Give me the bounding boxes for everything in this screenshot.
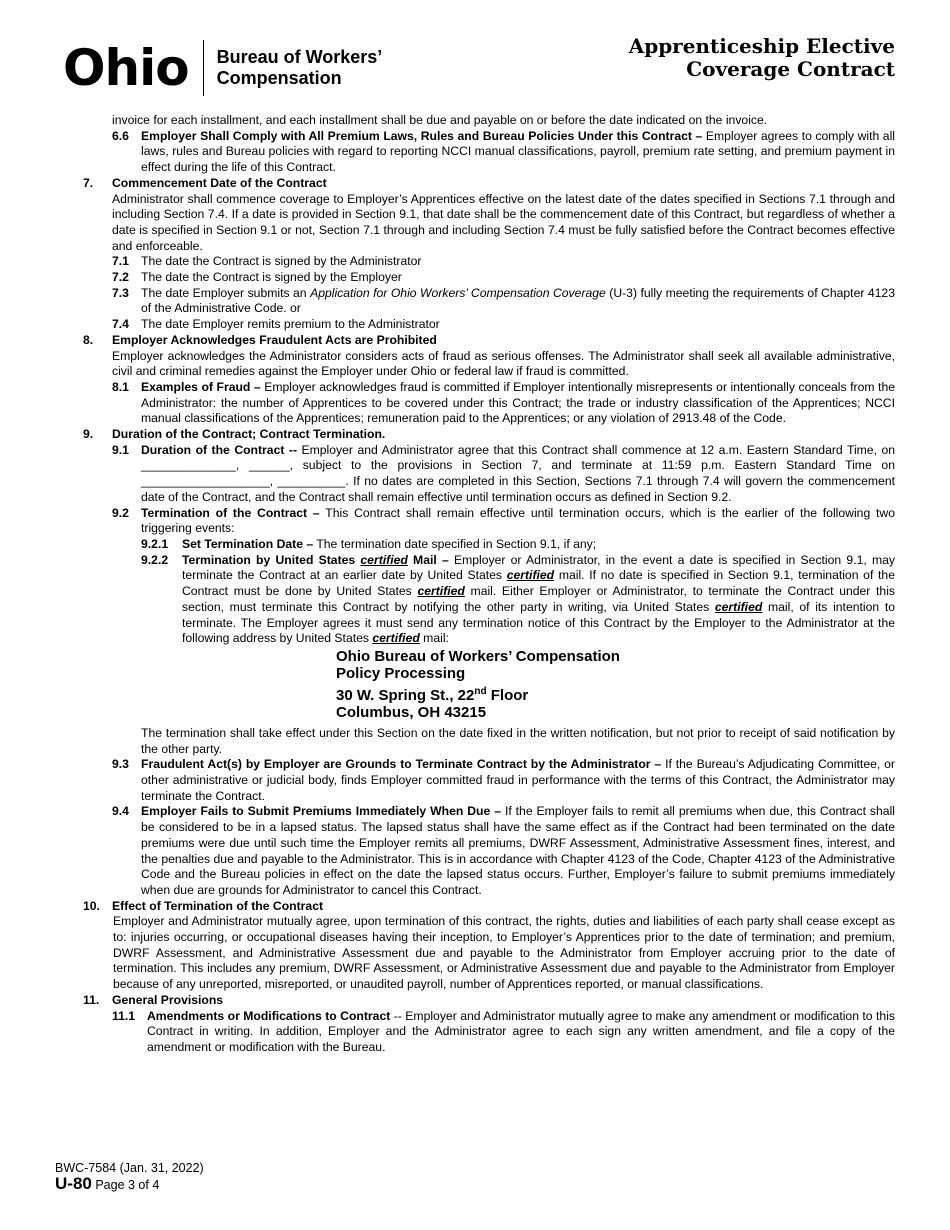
termination-effect-text: The termination shall take effect under this Section on the date fixed in the written notification, but not prior to receipt of said notification by the other party. (141, 725, 895, 756)
section-10-body: Employer and Administrator mutually agree, upon termination of this contract, the rights, duties and liabilities of each party shall cease except as to: injuries occurring, or occupational diseases having their inception, to Employer’s Apprentices prior to the date of termination; and premium, DWRF Assessment, and Administrative Assessment due and payable to the Administrator from Employer accruing prior to the date of termination. This includes any premium, DWRF Assessment, or Administrative Assessment due and payable to the Administrator from Employer because of any unreported, misreported, or unaudited payroll, number of Apprentices reported, or manual classifications. (113, 914, 895, 992)
section-11-1: 11.1 Amendments or Modifications to Contract -- Employer and Administrator mutually agree to make any amendment or modification to this Contract in writing. In addition, Employer and the Administrator agree to each sign any written amendment, and file a copy of the amendment or modification with the Bureau. (112, 1008, 895, 1054)
section-9-4: 9.4 Employer Fails to Submit Premiums Immediately When Due – If the Employer fails to remit all premiums when due, this Contract shall be considered to be in a lapsed status. The lapsed status shall have the same effect as if the Contract had been terminated on the date premiums were due until such time the Employer remits all premiums, DWRF Assessment, Administrative Assessment fines, interest, and the penalties due and payable to the Administrator. This is in accordance with Chapter 4123 of the Code, Chapter 4123 of the Administrative Code and the Bureau policies in effect on the date the lapsed status occurs. Further, Employer’s failure to submit premiums immediately when due are grounds for Administrator to cancel this Contract. (112, 804, 895, 897)
section-7-1: 7.1 The date the Contract is signed by the Administrator (112, 254, 422, 269)
section-9-3: 9.3 Fraudulent Act(s) by Employer are Grounds to Terminate Contract by the Administrator – If the Bureau’s Adjudicating Committee, or other administrative or judicial body, finds Employer committed fraud in performance with the terms of this Contract, the Administrator may terminate the Contract. (112, 757, 895, 803)
section-7: 7. Commencement Date of the Contract (83, 175, 327, 190)
section-8-1: 8.1 Examples of Fraud – Employer acknowledges fraud is committed if Employer intentionally misrepresents or intentionally conceals from the Administrator: the number of Apprentices to be covered under this Contract; the trade or industry classification of the Apprentices; NCCI manual classifications of the Apprentices; remuneration paid to the Apprentices; or any violation of 2913.48 of the Code. (112, 379, 895, 426)
section-9-2-2: 9.2.2 Termination by United States certified Mail – Employer or Administrator, in the event a date is specified in Section 9.1, may terminate the Contract at an earlier date by United States certified mail. If no date is specified in Section 9.1, termination of the Contract must be done by United States certified mail. Either Employer or Administrator, to terminate the Contract under this section, must terminate this Contract by notifying the other party in writing, via United States certified mail, of its intention to terminate. The Employer agrees it must send any termination notice of this Contract by the Employer to the Administrator at the following address by United States certified mail: (141, 552, 895, 646)
bwc-logo (63, 40, 382, 96)
ohio-wordmark: Ohio (63, 39, 189, 97)
mailing-address: Ohio Bureau of Workers’ Compensation Policy Processing 30 W. Spring St., 22nd Floor Columbus, OH 43215 (336, 647, 620, 722)
section-8-body: Employer acknowledges the Administrator considers acts of fraud as serious offenses. The Administrator shall seek all available administrative, civil and criminal remedies against the Employer under Ohio or federal law if fraud is committed. (112, 348, 895, 379)
section-6-6: 6.6 Employer Shall Comply with All Premium Laws, Rules and Bureau Policies Under this Contract – Employer agrees to comply with all laws, rules and Bureau policies with regard to reporting NCCI manual classifications, payroll, premium rate setting, and premium payment in effect during the life of this Contract. (112, 128, 895, 175)
section-9-1: 9.1 Duration of the Contract -- Employer and Administrator agree that this Contract shall commence at 12 a.m. Eastern Standard Time, on ______________, ______, subject to the provisions in Section 7, and terminate at 11:59 p.m. Eastern Standard Time on ___________________, __________. If no dates are completed in this Section, Sections 7.1 through 7.4 will govern the commencement date of the Contract, and the Contract shall remain effective until termination occurs as defined in Section 9.2. (112, 442, 895, 504)
page-footer (55, 1160, 204, 1193)
section-10: 10. Effect of Termination of the Contract (83, 898, 324, 913)
section-7-2: 7.2 The date the Contract is signed by the Employer (112, 270, 402, 285)
document-title: Apprenticeship Elective Coverage Contract (628, 34, 895, 81)
form-number: BWC-7584 (Jan. 31, 2022) (55, 1161, 204, 1175)
section-9: 9. Duration of the Contract; Contract Termination. (83, 427, 386, 442)
page-number: U-80 Page 3 of 4 (55, 1174, 160, 1193)
logo-divider (203, 40, 204, 96)
section-7-4: 7.4 The date Employer remits premium to the Administrator (112, 317, 440, 332)
bureau-name: Bureau of Workers’ Compensation (216, 47, 383, 88)
section-9-2-1: 9.2.1 Set Termination Date – The termination date specified in Section 9.1, if any; (141, 536, 597, 551)
section-7-body: Administrator shall commence coverage to Employer’s Apprentices effective on the latest date of the dates specified in Sections 7.1 through and including Section 7.4. If a date is provided in Section 9.1, that date shall be the commencement date of this Contract, but regardless of whether a date is specified in Section 9.1 or not, Section 7.1 through and including Section 7.4 must be fully satisfied before the Contract becomes effective and enforceable. (112, 191, 895, 253)
section-6-continuation: invoice for each installment, and each installment shall be due and payable on or before the date indicated on the invoice. (112, 113, 768, 127)
section-11: 11. General Provisions (83, 992, 224, 1007)
contract-body (55, 113, 895, 1056)
section-7-3: 7.3 The date Employer submits an Application for Ohio Workers’ Compensation Coverage (U-3) fully meeting the requirements of Chapter 4123 of the Administrative Code. or (112, 285, 895, 316)
section-8: 8. Employer Acknowledges Fraudulent Acts are Prohibited (83, 332, 437, 347)
section-9-2: 9.2 Termination of the Contract – This Contract shall remain effective until termination occurs, which is the earlier of the following two triggering events: (112, 505, 895, 536)
